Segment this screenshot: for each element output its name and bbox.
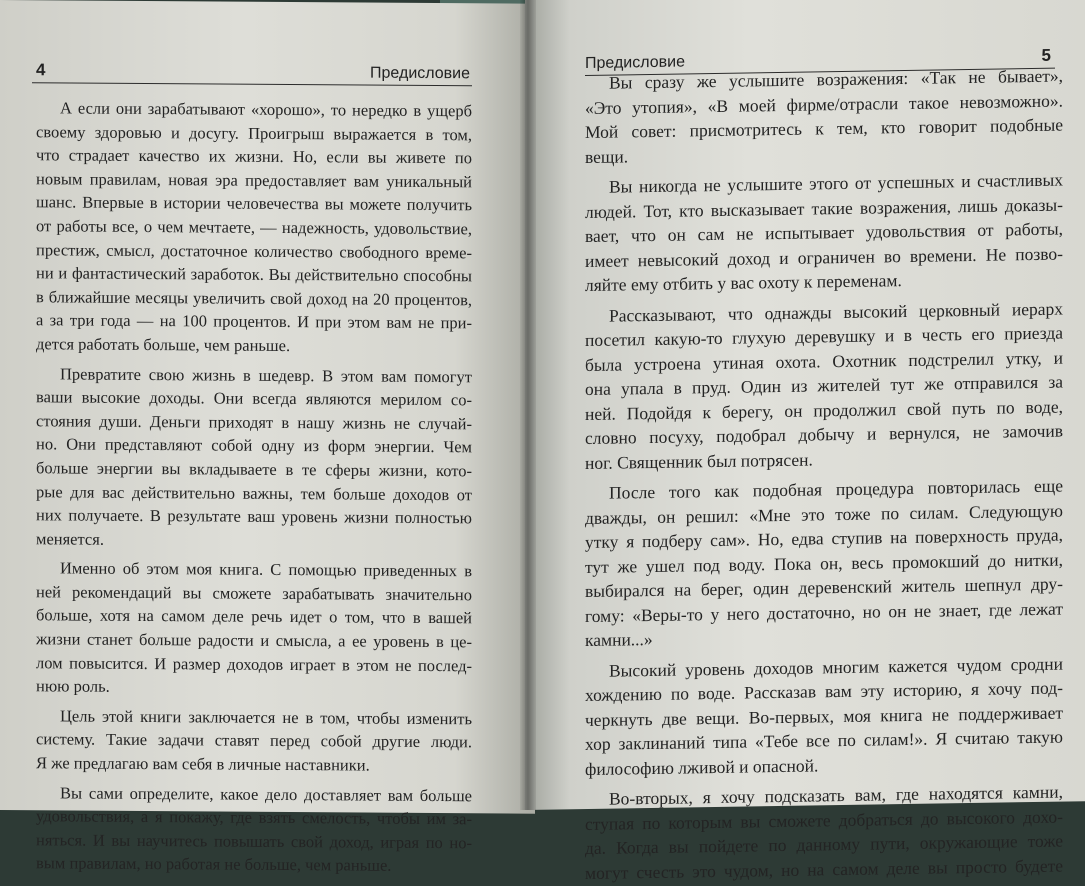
text-line: удовольствия, а я покажу, где взять смелость, чтобы им за- — [36, 806, 472, 829]
text-line: А если они зарабатывают «хорошо», то нередко в ущерб — [60, 98, 472, 121]
text-line: Превратите свою жизнь в шедевр. В этом вам помогут — [60, 363, 472, 386]
text-line: меняется. — [36, 528, 104, 549]
text-line: них получаете. В результате ваш уровень жизни полностью — [36, 505, 472, 528]
text-line: но. Они представляют собой одну из форм энергии. Чем — [36, 434, 472, 457]
text-line: дважды, он решил: «Мне это тоже по силам. Следующую — [585, 500, 1063, 528]
right-page-body-text — [585, 64, 1063, 886]
text-line: рые для вас действительно важны, тем больше доходов от — [36, 481, 472, 504]
text-line: тут же ушел под воду. Пока он, весь промокший до нитки, — [585, 549, 1063, 577]
text-line: ней. Подойдя к берегу, он продолжил свой путь по воде, — [585, 396, 1063, 424]
text-line: Во-вторых, я хочу подсказать вам, где находятся камни, — [609, 781, 1063, 809]
left-page — [0, 0, 535, 876]
text-line: хор заклинаний типа «Тебе все по силам!». Я считаю такую — [585, 726, 1063, 755]
text-line: вает, что он сам не испытывает удовольствия от работы, — [585, 218, 1063, 247]
text-line: ней рекомендаций вы сможете зарабатывать значительно — [36, 582, 472, 605]
page-number: 4 — [36, 60, 46, 80]
left-page-body-text — [36, 96, 472, 878]
text-line: Я же предлагаю вам себя в личные наставники. — [36, 753, 370, 775]
text-line: Высокий уровень доходов многим кажется чудом сродни — [609, 653, 1063, 681]
text-line: а за три года — на 100 процентов. И при этом вам не при- — [36, 310, 472, 333]
text-line: утку я подберу сам». Но, едва ступив на поверхность пруда, — [585, 524, 1063, 553]
book-gutter — [520, 0, 536, 810]
text-line: Вы сразу же услышите возражения: «Так не бывает», — [609, 65, 1063, 93]
text-line: ног. Священник был потрясен. — [585, 448, 813, 473]
text-line: Именно об этом моя книга. С помощью приведенных в — [60, 558, 472, 581]
text-line: ступая по которым вы сможете добраться до высокого дохо- — [585, 806, 1063, 834]
page-number: 5 — [1041, 45, 1051, 65]
text-line: она упала в пруд. Один из жителей тут же отправился за — [585, 371, 1063, 400]
text-line: людей. Тот, кто высказывает такие возражения, лишь доказы- — [585, 194, 1063, 222]
text-line: имеет невысокий доход и ограничен во времени. Не позво- — [585, 243, 1063, 271]
text-line: Рассказывают, что однажды высокий церковный иерарх — [609, 298, 1063, 326]
text-line: стояния души. Деньги приходят в нашу жизнь не случай- — [36, 410, 472, 434]
text-line: После того как подобная процедура повторилась еще — [609, 475, 1063, 503]
text-line: Вы сами определите, какое дело доставляет вам больше — [60, 783, 472, 805]
text-line: систему. Такие задачи ставят перед собой другие люди. — [36, 729, 472, 752]
text-line: хождению по воде. Рассказав вам эту историю, я хочу под- — [585, 677, 1063, 706]
text-line: вещи. — [585, 145, 629, 167]
text-line: лом повысится. И размер доходов играет в этом не послед- — [36, 652, 472, 675]
text-line: гому: «Веры-то у него достаточно, но он не знает, где лежат — [585, 598, 1063, 626]
text-line: была устроена утиная охота. Охотник подстрелил утку, и — [585, 347, 1063, 375]
text-line: да. Когда вы пойдете по данному пути, окружающие тоже — [585, 830, 1063, 859]
text-line: ваши высокие доходы. Они всегда являются мерилом со- — [36, 387, 472, 410]
text-line: больше, хотя на самом деле речь идет о том, что в вашей — [36, 605, 472, 628]
right-page — [525, 0, 1085, 883]
left-page-header — [32, 52, 472, 86]
text-line: больше энергии вы вкладываете в те сферы жизни, кото- — [36, 458, 472, 481]
text-line: могут счесть это чудом, но на самом деле вы просто будете — [585, 855, 1063, 883]
text-line: няться. И вы научитесь повышать свой доход, играя по но- — [36, 830, 472, 853]
text-line: что страдает качество их жизни. Но, если вы живете по — [36, 145, 472, 168]
text-line: Вы никогда не услышите этого от успешных и счастливых — [609, 169, 1063, 197]
text-line: от работы все, о чем мечтаете, — надежность, удовольствие, — [36, 216, 472, 239]
text-line: дется работать больше, чем раньше. — [36, 334, 291, 355]
text-line: философию лживой и опасной. — [585, 754, 819, 779]
text-line: своему здоровью и досугу. Проигрыш выражается в том, — [36, 121, 472, 144]
text-line: Мой совет: присмотритесь к тем, кто говорит подобные — [585, 114, 1063, 143]
text-line: камни...» — [585, 628, 653, 651]
text-line: черкнуть две вещи. Во-первых, моя книга не поддерживает — [585, 702, 1063, 730]
text-line: Цель этой книги заключается не в том, чтобы изменить — [60, 706, 472, 729]
running-head: Предисловие — [585, 53, 685, 73]
text-line: вым правилам, но работая не больше, чем раньше. — [36, 853, 392, 876]
text-line: жизни станет больше радости и смысла, а ее уровень в це- — [36, 629, 472, 652]
text-line: словно посуху, подобрал добычу и вернулся, не замочив — [585, 420, 1063, 449]
text-line: новым правилам, новая эра предоставляет вам уникальный — [36, 169, 472, 192]
text-line: выбирался на берег, один деревенский житель шепнул дру- — [585, 573, 1063, 602]
text-line: престиж, смысл, достаточное количество свободного време- — [36, 239, 472, 262]
text-line: в ближайшие месяцы увеличить свой доход на 20 процентов, — [36, 287, 472, 310]
text-line: «Это утопия», «В моей фирме/отрасли такое невозможно». — [585, 90, 1063, 118]
text-line: посетил какую-то глухую деревушку и в честь его приезда — [585, 322, 1063, 351]
text-line: ляйте ему отбить у вас охоту к переменам. — [585, 270, 902, 296]
text-line: нюю роль. — [36, 676, 110, 697]
running-head: Предисловие — [370, 64, 470, 83]
text-line: ни и фантастический заработок. Вы действительно способны — [36, 263, 472, 286]
text-line: шанс. Впервые в истории человечества вы можете получить — [36, 192, 472, 215]
